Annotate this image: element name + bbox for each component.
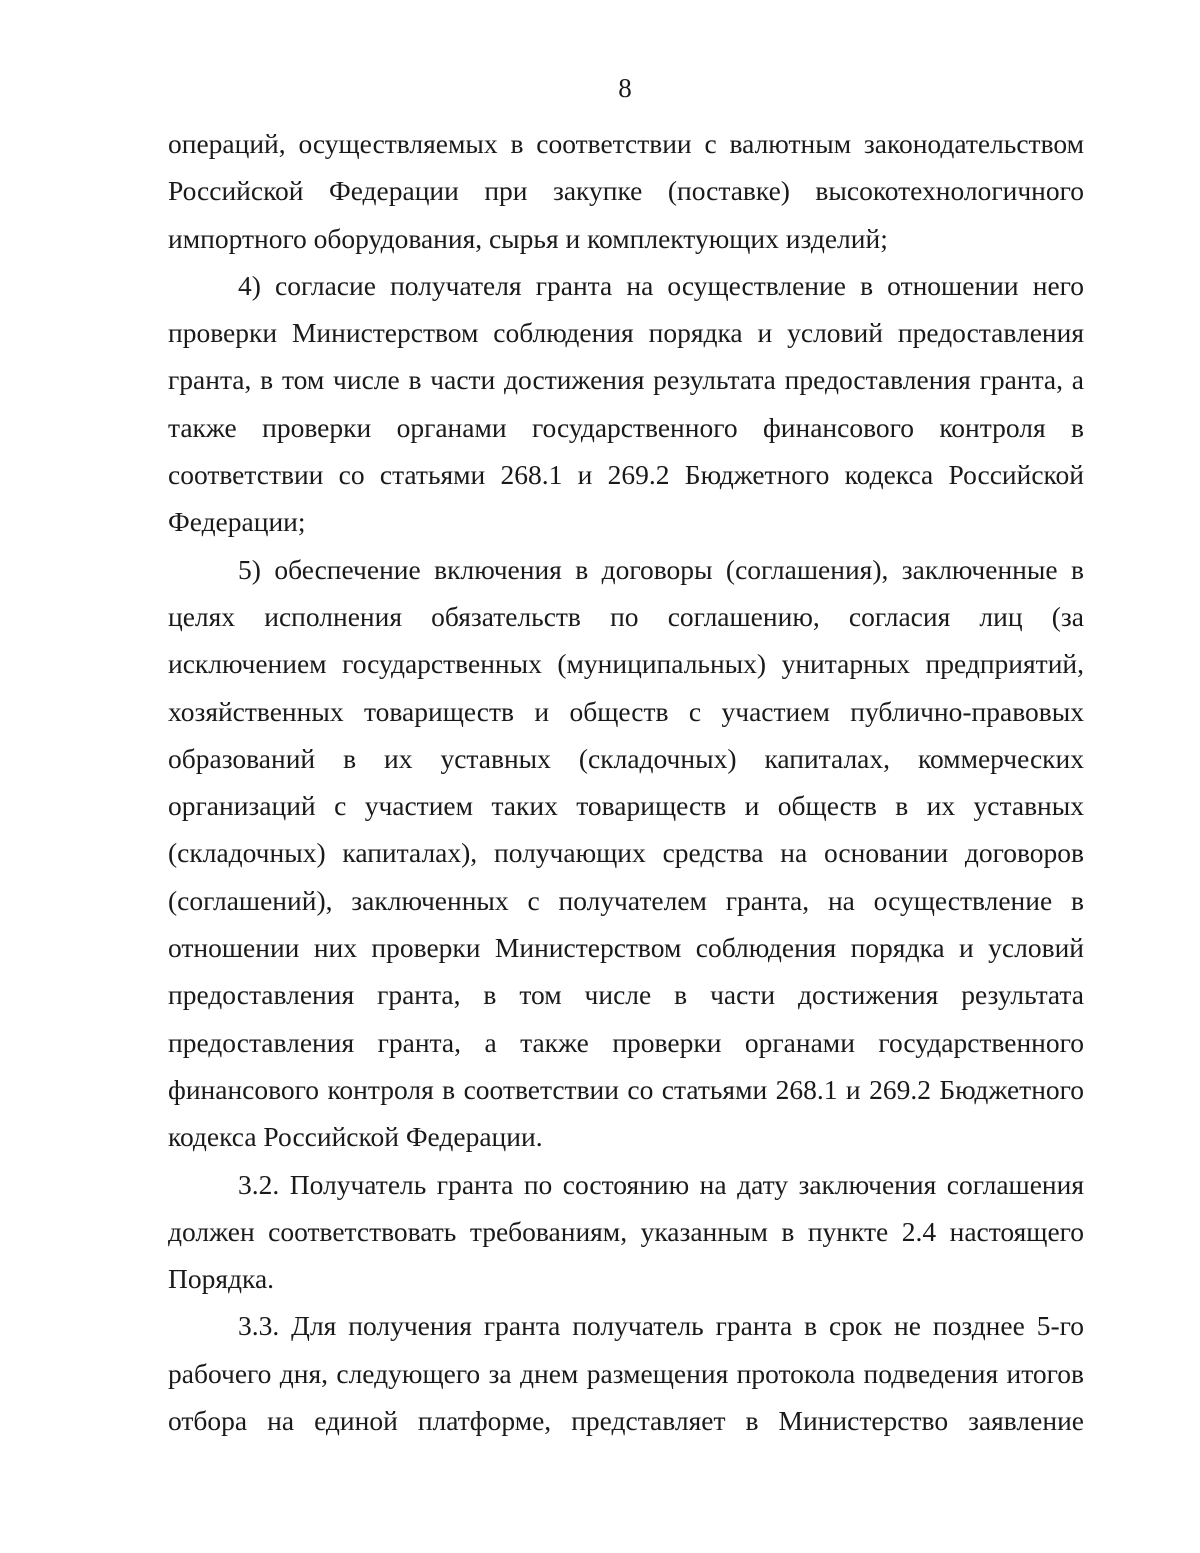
page-number: 8 <box>618 73 632 103</box>
document-body <box>168 120 1084 1444</box>
paragraph-clause-3-2: 3.2. Получатель гранта по состоянию на дату заключения соглашения должен соответствовать требованиям, указанным в пункте 2.4 настоящего Порядка. <box>168 1168 1084 1295</box>
paragraph-continuation: операций, осуществляемых в соответствии с валютным законодательством Российской Федерации при закупке (поставке) высокотехнологичного импортного оборудования, сырья и комплектующих изделий; <box>168 128 1084 254</box>
paragraph-clause-3-3: 3.3. Для получения гранта получатель гранта в срок не позднее 5-го рабочего дня, следующего за днем размещения протокола подведения итогов отбора на единой платформе, представляет в Министерство заявление <box>168 1310 1084 1437</box>
paragraph-item-4: 4) согласие получателя гранта на осуществление в отношении него проверки Министерством соблюдения порядка и условий предоставления гранта, в том числе в части достижения результата предоставления гранта, а также проверки органами государственного финансового контроля в соответствии со статьями 268.1 и 269.2 Бюджетного кодекса Российской Федерации; <box>168 269 1084 538</box>
paragraph-item-5: 5) обеспечение включения в договоры (соглашения), заключенные в целях исполнения обязательств по соглашению, согласия лиц (за исключением государственных (муниципальных) унитарных предприятий, хозяйственных товариществ и обществ с участием публично-правовых образований в их уставных (складочных) капиталах, коммерческих организаций с участием таких товариществ и обществ в их уставных (складочных) капиталах), получающих средства на основании договоров (соглашений), заключенных с получателем гранта, на осуществление в отношении них проверки Министерством соблюдения порядка и условий предоставления гранта, в том числе в части достижения результата предоставления гранта, а также проверки органами государственного финансового контроля в соответствии со статьями 268.1 и 269.2 Бюджетного кодекса Российской Федерации. <box>168 553 1084 1153</box>
